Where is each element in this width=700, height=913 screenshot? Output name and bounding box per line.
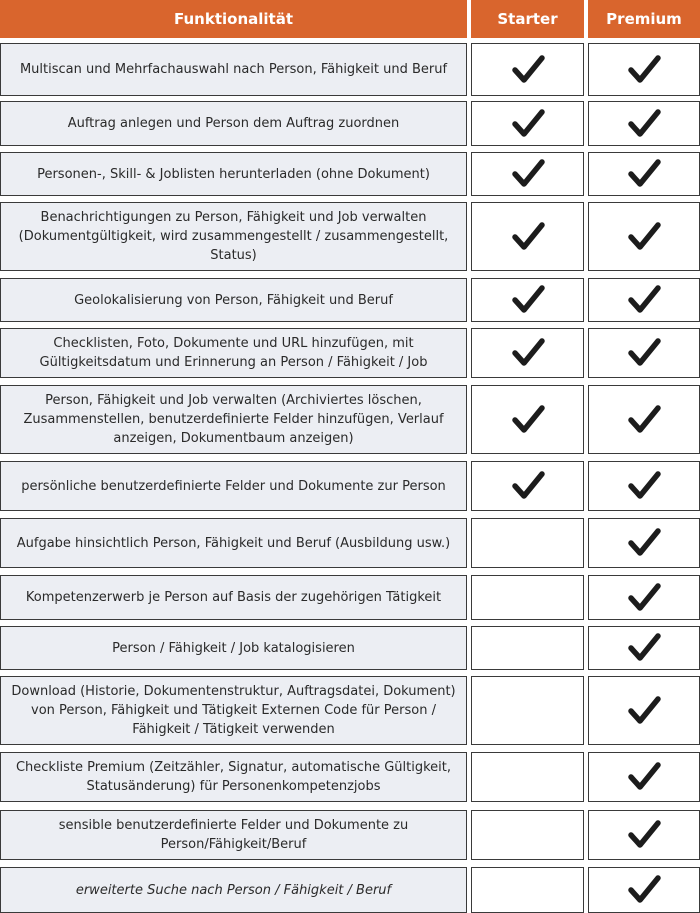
- starter-cell: [471, 518, 584, 568]
- feature-cell: [0, 461, 467, 511]
- header-feature: Funktionalität: [0, 0, 467, 38]
- starter-cell: [471, 101, 584, 146]
- feature-label: Geolokalisierung von Person, Fähigkeit und Beruf: [74, 292, 393, 308]
- starter-cell: [471, 575, 584, 620]
- checkmark-icon: [627, 696, 661, 726]
- checkmark-icon: [627, 875, 661, 905]
- feature-cell: [0, 810, 467, 860]
- checkmark-icon: [627, 528, 661, 558]
- premium-cell: [588, 43, 700, 96]
- feature-label: Checklisten, Foto, Dokumente und URL hinzufügen, mit Gültigkeitsdatum und Erinnerung an Person / Fähigkeit / Job: [39, 336, 428, 370]
- checkmark-icon: [627, 583, 661, 613]
- premium-cell: [588, 278, 700, 322]
- feature-cell: [0, 676, 467, 745]
- checkmark-icon: [627, 222, 661, 252]
- premium-cell: [588, 152, 700, 196]
- feature-cell: [0, 152, 467, 196]
- starter-cell: [471, 461, 584, 511]
- checkmark-icon: [627, 820, 661, 850]
- feature-label: Personen-, Skill- & Joblisten herunterladen (ohne Dokument): [37, 166, 430, 182]
- feature-label: Download (Historie, Dokumentenstruktur, Auftragsdatei, Dokument) von Person, Fähigkeit und Tätigkeit Externen Code für Person / Fähigkeit / Tätigkeit verwenden: [11, 684, 456, 737]
- checkmark-icon: [627, 338, 661, 368]
- starter-cell: [471, 752, 584, 802]
- header-starter: Starter: [471, 0, 584, 38]
- feature-label: Person / Fähigkeit / Job katalogisieren: [112, 640, 355, 656]
- checkmark-icon: [627, 55, 661, 85]
- feature-cell: [0, 385, 467, 454]
- premium-cell: [588, 867, 700, 913]
- starter-cell: [471, 867, 584, 913]
- checkmark-icon: [511, 109, 545, 139]
- premium-cell: [588, 575, 700, 620]
- checkmark-icon: [511, 159, 545, 189]
- premium-cell: [588, 810, 700, 860]
- starter-cell: [471, 676, 584, 745]
- feature-label: Multiscan und Mehrfachauswahl nach Person, Fähigkeit und Beruf: [19, 62, 448, 77]
- checkmark-icon: [511, 405, 545, 435]
- feature-label: persönliche benutzerdefinierte Felder und Dokumente zur Person: [21, 478, 446, 494]
- feature-label: Checkliste Premium (Zeitzähler, Signatur, automatische Gültigkeit, Statusänderung) für Personenkompetenzjobs: [15, 760, 452, 794]
- starter-cell: [471, 328, 584, 378]
- premium-cell: [588, 202, 700, 271]
- header-premium: Premium: [588, 0, 700, 38]
- feature-label: sensible benutzerdefinierte Felder und Dokumente zu Person/Fähigkeit/Beruf: [58, 818, 409, 852]
- premium-cell: [588, 626, 700, 670]
- premium-cell: [588, 101, 700, 146]
- checkmark-icon: [511, 222, 545, 252]
- feature-cell: [0, 278, 467, 322]
- checkmark-icon: [627, 471, 661, 501]
- feature-cell: [0, 626, 467, 670]
- feature-cell: [0, 752, 467, 802]
- checkmark-icon: [627, 405, 661, 435]
- premium-cell: [588, 518, 700, 568]
- starter-cell: [471, 202, 584, 271]
- starter-cell: [471, 278, 584, 322]
- feature-label: Aufgabe hinsichtlich Person, Fähigkeit und Beruf (Ausbildung usw.): [16, 535, 451, 551]
- premium-cell: [588, 676, 700, 745]
- starter-cell: [471, 43, 584, 96]
- feature-label: Kompetenzerwerb je Person auf Basis der zugehörigen Tätigkeit: [25, 590, 442, 605]
- checkmark-icon: [627, 159, 661, 189]
- premium-cell: [588, 385, 700, 454]
- checkmark-icon: [627, 285, 661, 315]
- feature-label: erweiterte Suche nach Person / Fähigkeit / Beruf: [75, 882, 392, 898]
- feature-label: Person, Fähigkeit und Job verwalten (Archiviertes löschen, Zusammenstellen, benutzerdefinierte Felder hinzufügen, Verlauf anzeigen, Dokumentbaum anzeigen): [23, 393, 444, 446]
- checkmark-icon: [511, 55, 545, 85]
- starter-cell: [471, 810, 584, 860]
- feature-label: Auftrag anlegen und Person dem Auftrag zuordnen: [67, 116, 400, 131]
- feature-cell: [0, 101, 467, 146]
- checkmark-icon: [627, 633, 661, 663]
- premium-cell: [588, 461, 700, 511]
- feature-cell: [0, 867, 467, 913]
- feature-cell: [0, 328, 467, 378]
- starter-cell: [471, 626, 584, 670]
- checkmark-icon: [511, 285, 545, 315]
- checkmark-icon: [627, 762, 661, 792]
- premium-cell: [588, 328, 700, 378]
- premium-cell: [588, 752, 700, 802]
- starter-cell: [471, 385, 584, 454]
- feature-cell: [0, 43, 467, 96]
- checkmark-icon: [511, 471, 545, 501]
- checkmark-icon: [627, 109, 661, 139]
- feature-cell: [0, 575, 467, 620]
- feature-cell: [0, 518, 467, 568]
- feature-cell: [0, 202, 467, 271]
- starter-cell: [471, 152, 584, 196]
- checkmark-icon: [511, 338, 545, 368]
- feature-label: Benachrichtigungen zu Person, Fähigkeit und Job verwalten (Dokumentgültigkeit, wird zusammengestellt / zusammengestellt, Status): [18, 210, 449, 263]
